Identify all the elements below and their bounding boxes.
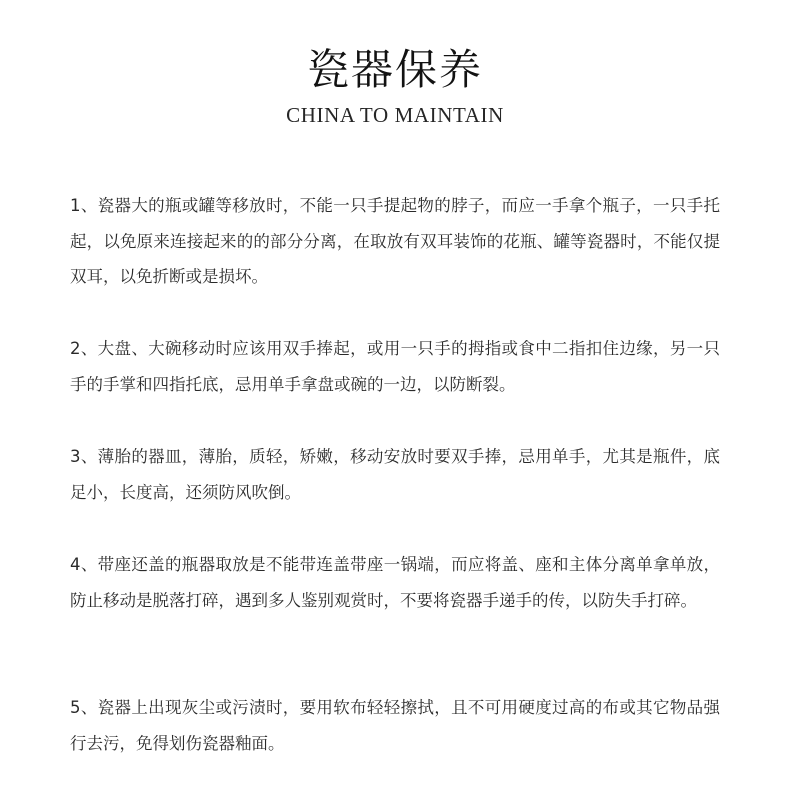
care-tip-2: 2、大盘、大碗移动时应该用双手捧起，或用一只手的拇指或食中二指扣住边缘，另一只手的手掌和四指托底，忌用单手拿盘或碗的一边，以防断裂。 (70, 339, 720, 394)
care-tip-5: 5、瓷器上出现灰尘或污渍时，要用软布轻轻擦拭，且不可用硬度过高的布或其它物品强行去污，免得划伤瓷器釉面。 (70, 698, 720, 753)
page-subtitle: CHINA TO MAINTAIN (286, 103, 504, 127)
care-tip-1: 1、瓷器大的瓶或罐等移放时，不能一只手提起物的脖子，而应一手拿个瓶子，一只手托起，以免原来连接起来的的部分分离，在取放有双耳装饰的花瓶、罐等瓷器时，不能仅提双耳，以免折断或是损坏。 (70, 196, 720, 286)
page-title: 瓷器保养 (306, 45, 483, 94)
care-tip-4: 4、带座还盖的瓶器取放是不能带连盖带座一锅端，而应将盖、座和主体分离单拿单放，防止移动是脱落打碎，遇到多人鉴别观赏时，不要将瓷器手递手的传，以防失手打碎。 (70, 555, 720, 610)
care-tip-3: 3、薄胎的器皿，薄胎，质轻，矫嫩，移动安放时要双手捧，忌用单手，尤其是瓶件，底足小，长度高，还须防风吹倒。 (70, 447, 720, 502)
